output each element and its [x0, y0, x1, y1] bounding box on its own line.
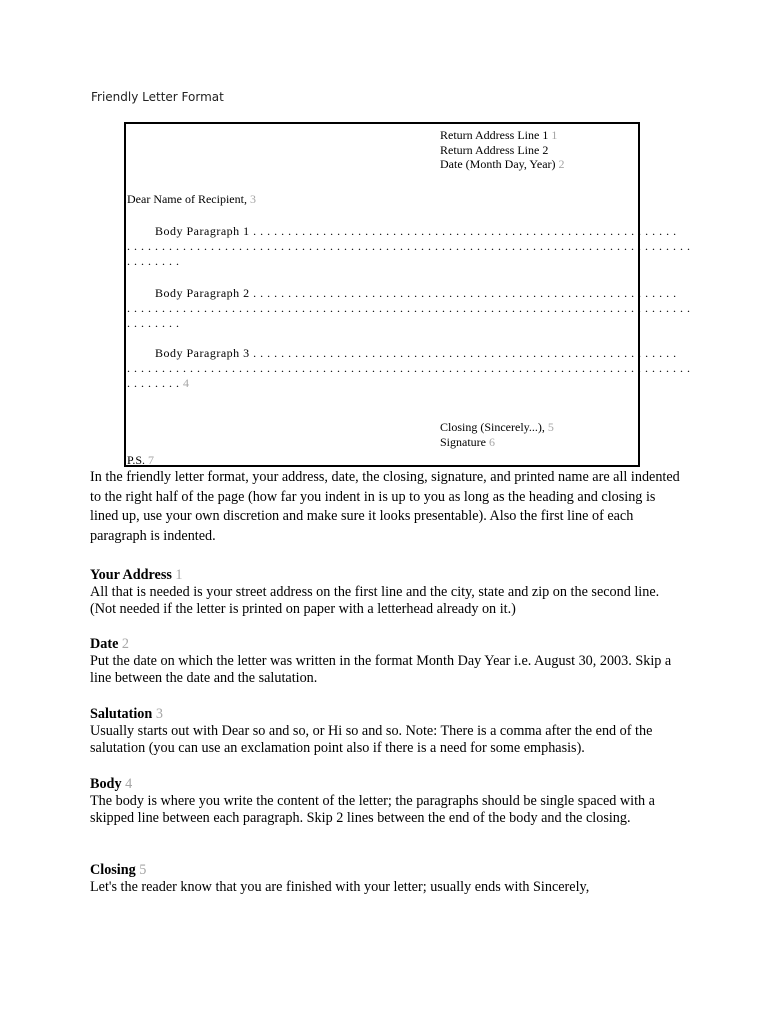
- section-title: Closing 5: [90, 862, 147, 878]
- section-text: Let's the reader know that you are finished with your letter; usually ends with Sincerely,: [90, 879, 590, 896]
- body-dots-line: . . . . . . . .: [127, 254, 180, 268]
- ps-line: P.S. 7: [127, 453, 155, 467]
- marker-number: 4: [183, 376, 190, 390]
- marker-number: 1: [175, 567, 183, 583]
- marker-number: 4: [125, 776, 133, 792]
- section-title: Salutation 3: [90, 706, 163, 722]
- marker-number: 3: [155, 706, 163, 722]
- marker-number: 2: [558, 157, 565, 171]
- section-text: The body is where you write the content of the letter; the paragraphs should be single spaced with a skipped line between each paragraph. Skip 2 lines between the end of the body and the closing.: [90, 793, 655, 827]
- letter-diagram: [124, 122, 691, 467]
- marker-number: 5: [139, 862, 147, 878]
- return-address-block: [440, 128, 565, 172]
- closing-block: [440, 420, 554, 449]
- signature-line: Signature 6: [440, 434, 495, 449]
- section-salutation: [90, 706, 680, 758]
- body-paragraph-1: Body Paragraph 1 . . . . . . . . . . . . . . . . . . . . . . . . . . . . . . . . . . . . . . . . . . . . . . . . . . . . . . . . . . . . .: [155, 224, 677, 238]
- section-body: [90, 776, 680, 828]
- salutation-line: Dear Name of Recipient, 3: [127, 192, 256, 206]
- marker-number: 6: [489, 434, 495, 449]
- section-title: Body 4: [90, 776, 133, 792]
- marker-number: 1: [551, 128, 558, 142]
- closing-line: Closing (Sincerely...), 5: [440, 420, 554, 434]
- body-dots-line-end: . . . . . . . . 4: [127, 376, 190, 390]
- marker-number: 2: [121, 636, 130, 652]
- body-dots-line: . . . . . . . .: [127, 316, 180, 330]
- marker-number: 3: [249, 192, 256, 206]
- return-address-line-1: Return Address Line 1 1: [440, 128, 558, 142]
- section-your-address: [90, 567, 680, 619]
- body-dots-line: . . . . . . . . . . . . . . . . . . . . . . . . . . . . . . . . . . . . . . . . . . . . . . . . . . . . . . . . . . . . . . . . . . . . . . . . . . . . . . . . .: [127, 301, 691, 315]
- section-date: [90, 636, 680, 688]
- intro-paragraph: In the friendly letter format, your address, date, the closing, signature, and printed name are all indented to the right half of the page (how far you indent in is up to you as long as the heading and closing is lined up, use your own discretion and make sure it looks presentable). Also the first line of each paragraph is indented.: [90, 469, 680, 544]
- return-address-line-2: Return Address Line 2: [440, 142, 549, 157]
- body-paragraph-3: Body Paragraph 3 . . . . . . . . . . . . . . . . . . . . . . . . . . . . . . . . . . . . . . . . . . . . . . . . . . . . . . . . . . . . .: [155, 346, 677, 360]
- marker-number: 5: [547, 420, 554, 434]
- body-dots-line: . . . . . . . . . . . . . . . . . . . . . . . . . . . . . . . . . . . . . . . . . . . . . . . . . . . . . . . . . . . . . . . . . . . . . . . . . . . . . . . . .: [127, 361, 691, 375]
- marker-number: 7: [148, 453, 155, 467]
- section-closing: [90, 862, 680, 896]
- section-title: Date 2: [90, 636, 130, 652]
- date-line: Date (Month Day, Year) 2: [440, 157, 565, 171]
- section-title: Your Address 1: [90, 567, 183, 583]
- section-text: Usually starts out with Dear so and so, or Hi so and so. Note: There is a comma after the end of the salutation (you can use an exclamation point also if there is a need for some emphasis).: [90, 723, 653, 757]
- body-paragraph-2: Body Paragraph 2 . . . . . . . . . . . . . . . . . . . . . . . . . . . . . . . . . . . . . . . . . . . . . . . . . . . . . . . . . . . . .: [155, 286, 677, 300]
- body-dots-line: . . . . . . . . . . . . . . . . . . . . . . . . . . . . . . . . . . . . . . . . . . . . . . . . . . . . . . . . . . . . . . . . . . . . . . . . . . . . . . . . .: [127, 239, 691, 253]
- page-title: Friendly Letter Format: [91, 90, 224, 104]
- section-text: Put the date on which the letter was written in the format Month Day Year i.e. August 30, 2003. Skip a line between the date and the salutation.: [90, 653, 672, 687]
- section-text: All that is needed is your street address on the first line and the city, state and zip on the second line. (Not needed if the letter is printed on paper with a letterhead already on it.): [90, 584, 660, 618]
